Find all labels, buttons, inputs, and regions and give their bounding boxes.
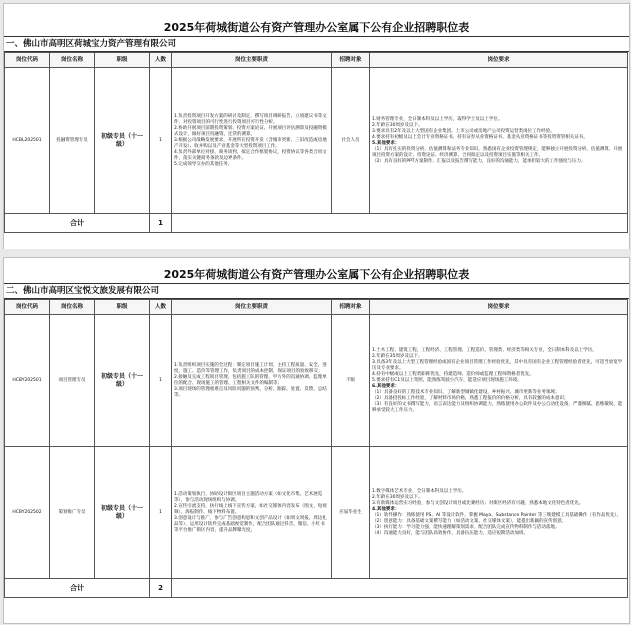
total-blank bbox=[172, 214, 628, 233]
table-header-row bbox=[5, 53, 628, 68]
position-name: 项目管理专员 bbox=[50, 315, 95, 447]
requirement-item: （3）有良好的文书撰写能力，语言表达能力及组织协调能力，熟练使用办公软件及办公自动化设备，严谨细腻、思维敏锐，能够承受较大工作压力。 bbox=[372, 401, 623, 413]
recruitment-table-sheet-2 bbox=[3, 257, 630, 624]
header-target: 招聘对象 bbox=[332, 53, 370, 68]
requirement-item: （3）执行能力：学习能力强，能快速理解策划需求，配合团队完成宣传物料制作与活动落地。 bbox=[372, 524, 560, 530]
requirement-item: 3.有新媒体运营实习经验，参与文创设计项目或比赛经历；对街区经济有兴趣，熟悉本地文化特色者优先。 bbox=[372, 500, 584, 506]
requirement-item: 1.财务管理专业，全日制本科及以上学历，取得学士及以上学位。 bbox=[372, 116, 503, 122]
position-requirements bbox=[370, 68, 628, 214]
header-target: 招聘对象 bbox=[332, 300, 370, 315]
header-code: 岗位代码 bbox=[5, 300, 50, 315]
duty-item: 1.活动策划执行，协助设计街区项目主题活动方案（如文化市集、艺术展览等），参与活动现场组织与协调。 bbox=[174, 491, 323, 503]
position-code: HCBY202501 bbox=[5, 315, 50, 447]
position-duties bbox=[172, 315, 332, 447]
total-label: 合计 bbox=[5, 579, 150, 598]
requirement-item: 4.持有中级或以上工程类职称优先，持建造师、造价师或监理工程师资格者优先。 bbox=[372, 371, 534, 377]
requirement-item: 1.土木工程、建筑工程、工程经济、工程管理、工程造价、管理类、经济类等相关专业，全日制本科及以上学历。 bbox=[372, 347, 597, 353]
requirement-item: 3.要求具有2年及以上大型国有企业集团、上市公司或房地产公司投资运营类岗位工作经验。 bbox=[372, 128, 555, 134]
header-name: 岗位名称 bbox=[50, 300, 95, 315]
requirement-item: （1）软件操作：熟练使用 PS、AI 等设计软件，掌握 Maya、Substance Painter 等三维建模工具基础操作（有作品优先）。 bbox=[372, 512, 622, 518]
header-count: 人数 bbox=[150, 300, 172, 315]
requirement-item: 5.其他要求： bbox=[372, 140, 400, 146]
doc-title: 2025年荷城街道公有资产管理办公室属下公有企业招聘职位表 bbox=[163, 268, 470, 281]
section-title: 一、佛山市高明区荷城宝力资产管理有限公司 bbox=[4, 36, 629, 52]
duty-item: 1.负责组织项目实施的全过程：制定项目施工计划，主持工程质量、安全、进度、施工、造价等管理工作，负责项目的成本控制，保证项目的验收移交； bbox=[174, 362, 327, 374]
total-label: 合计 bbox=[5, 214, 150, 233]
position-count: 1 bbox=[150, 315, 172, 447]
requirement-item: （2）创意能力：具备基础文案撰写能力（如活动文案、社交媒体文案），能提出新颖的宣传创意。 bbox=[372, 518, 567, 524]
header-count: 人数 bbox=[150, 53, 172, 68]
position-requirements bbox=[370, 447, 628, 579]
duty-item: 3.根据公司战略发展要求，开展所在投资开发（含城市更新、三旧改造或房地产开发）、收并购以及产业基金等大型投资项目工作。 bbox=[174, 137, 327, 149]
table-row bbox=[5, 68, 628, 214]
header-code: 岗位代码 bbox=[5, 53, 50, 68]
requirement-item: （1）具备良好的工程技术专业知识，了解新型城镇化建设，乡村振兴、城市更新等业务领域； bbox=[372, 389, 560, 395]
duty-item: 2.接触及完成工程项目管理，包括施工队的管理、甲方外的沟通协调、监理单位的配合、现场施工的管理、工程相关文件的编制等； bbox=[174, 374, 327, 386]
duty-item: 3.创意设计与推广，参与广告创意构思和文创产品设计（如周文周报、周边礼品等），运用设计软件完成基础视觉制作，配合团队通过抖音、微信、小红书等平台推广街区内容，提升品牌曝光度。 bbox=[174, 515, 327, 533]
header-requirements: 岗位要求 bbox=[370, 300, 628, 315]
total-blank bbox=[172, 579, 628, 598]
requirement-item: 3.具备3年及以上大型工程管理经验或国有企业项目管理工作经验优先，其中具有国有企业工程管理经验者优先，可适当放宽学历及专业要求。 bbox=[372, 359, 623, 371]
header-duties: 岗位主要职责 bbox=[172, 300, 332, 315]
requirement-item: 2.年龄在30周岁及以下。 bbox=[372, 494, 423, 500]
total-row bbox=[5, 214, 628, 233]
position-duties bbox=[172, 68, 332, 214]
total-value: 2 bbox=[150, 579, 172, 598]
requirement-item: （2）具备招投标工作经验，了解材料市场价格，熟悉工程报价的价格分析，具有较强的成本意识； bbox=[372, 395, 569, 401]
requirement-item: （2）具有良好的PPT方案制作、汇报以及报告撰写能力，良好的沟通能力，能承担较大的工作强度与压力。 bbox=[372, 158, 586, 164]
position-level: 初级专员（十一级） bbox=[95, 447, 150, 579]
total-row bbox=[5, 579, 628, 598]
doc-title: 2025年荷城街道公有资产管理办公室属下公有企业招聘职位表 bbox=[163, 21, 470, 34]
requirement-item: 1.数字媒体艺术专业，全日制本科及以上学历。 bbox=[372, 488, 467, 494]
position-code: HCBY202502 bbox=[5, 447, 50, 579]
table-header-row bbox=[5, 300, 628, 315]
position-level: 初级专员（十一级） bbox=[95, 315, 150, 447]
requirement-item: 5.要求持有C1及以上驾照，能熟练驾驶小汽车，能适应项目现场施工环境。 bbox=[372, 377, 522, 383]
position-name: 投融资管理专员 bbox=[50, 68, 95, 214]
header-name: 岗位名称 bbox=[50, 53, 95, 68]
requirement-item: （4）沟通能力良好，能与团队高效协作，具备抗压能力，适应短期活动加班。 bbox=[372, 530, 528, 536]
total-value: 1 bbox=[150, 214, 172, 233]
duty-item: 2.协助开展项目前期投资策划、投资方案论证、开展项目评估测算及投融资模式设计，做好项目投融资、还贷的测算。 bbox=[174, 125, 327, 137]
positions-table bbox=[4, 299, 628, 598]
page-gap bbox=[0, 249, 631, 257]
positions-table bbox=[4, 52, 628, 233]
position-name: 策划推广专员 bbox=[50, 447, 95, 579]
header-level: 职级 bbox=[95, 300, 150, 315]
requirement-item: 6.其他要求： bbox=[372, 383, 400, 389]
position-code: HCBL202501 bbox=[5, 68, 50, 214]
duty-item: 5.完成领导交办的其他任务。 bbox=[174, 161, 233, 167]
header-duties: 岗位主要职责 bbox=[172, 53, 332, 68]
position-count: 1 bbox=[150, 447, 172, 579]
requirement-item: 2.年龄在35周岁及以下。 bbox=[372, 353, 423, 359]
requirement-item: 2.年龄在30周岁及以下。 bbox=[372, 122, 423, 128]
position-level: 初级专员（十一级） bbox=[95, 68, 150, 214]
duty-item: 2.宣传引流支持，执行线上线下宣传方案，如社交媒体内容发布（图文、短视频）、海报制作、线下物料布置。 bbox=[174, 503, 327, 515]
requirement-item: 4.其他要求： bbox=[372, 506, 400, 512]
position-target: 不限 bbox=[332, 315, 370, 447]
position-duties bbox=[172, 447, 332, 579]
position-target: 应届毕业生 bbox=[332, 447, 370, 579]
requirement-item: 4.要求持有初级及以上会计专业资格证书，持有证券从业资格证书、基金从业资格证书等投资资管相关证书。 bbox=[372, 134, 588, 140]
section-title: 二、佛山市高明区宝悦文旅发展有限公司 bbox=[4, 283, 629, 299]
requirement-item: （1）具有扎实的投资分析、估值测算和法务专业知识，熟悉国有企业投资管理规定，能够独立开展投资分析、估值测算，开展项目投资方案的设计、投资论证、经济测算、合同拟定以及投资项目实施等相关工作。 bbox=[372, 146, 623, 158]
header-level: 职级 bbox=[95, 53, 150, 68]
duty-item: 4.负责外部单位对接、商务谈判，拟定合作框架协议，投资协议等各类合同文件，落实关键商务条款及边界条件。 bbox=[174, 149, 327, 161]
position-requirements bbox=[370, 315, 628, 447]
position-count: 1 bbox=[150, 68, 172, 214]
duty-item: 1.负责投资项目开发方案的研讨及制定，撰写项目调研报告、立项建议书等文件，对投资项目的可行性进行投资项目可行性分析。 bbox=[174, 113, 327, 125]
table-row bbox=[5, 315, 628, 447]
header-requirements: 岗位要求 bbox=[370, 53, 628, 68]
position-target: 社会人员 bbox=[332, 68, 370, 214]
duty-item: 3.项目现场的管理重难点及风险问题的预判、分析、跟踪、处置、反馈、总结等。 bbox=[174, 386, 327, 398]
table-row bbox=[5, 447, 628, 579]
recruitment-table-sheet-1 bbox=[3, 3, 630, 251]
